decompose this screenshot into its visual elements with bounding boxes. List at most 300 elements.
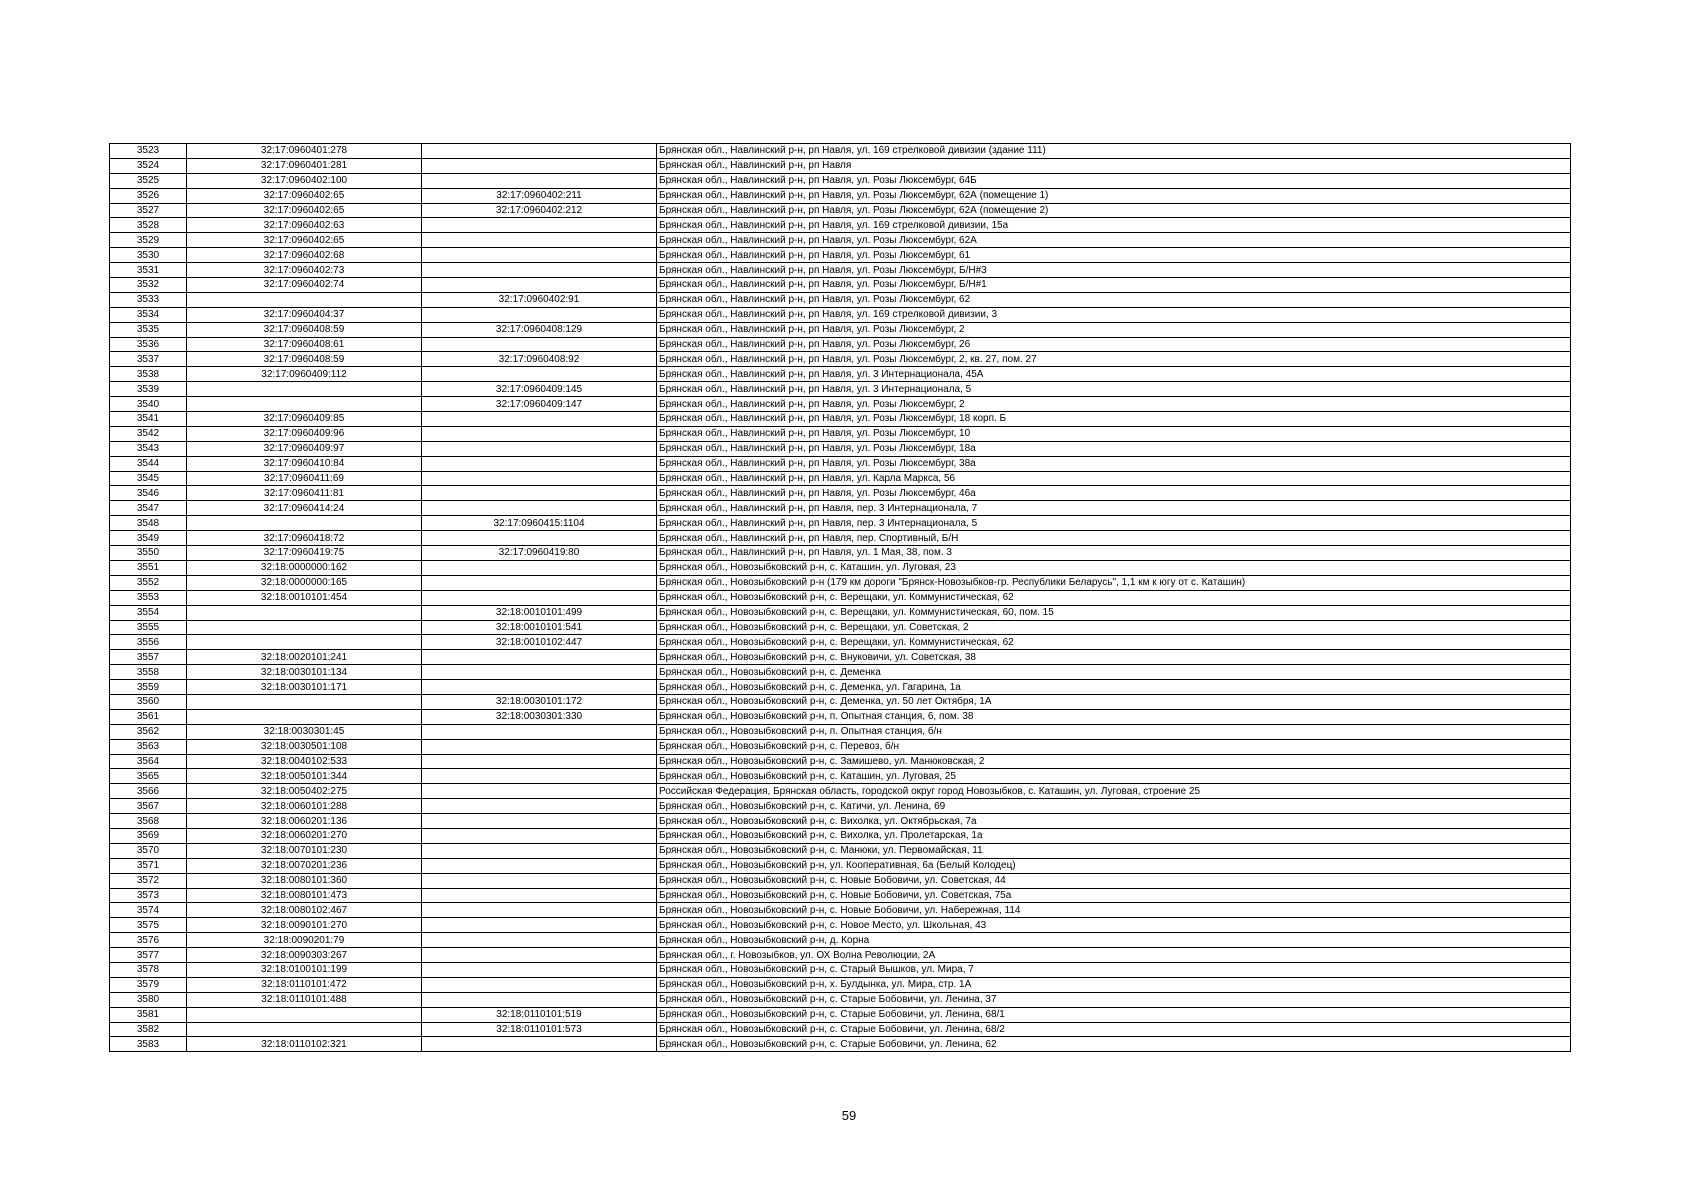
- address: Брянская обл., Новозыбковский р-н, с. Верещаки, ул. Коммунистическая, 60, пом. 15: [657, 605, 1571, 620]
- related-cadastral-number: [422, 412, 657, 427]
- related-cadastral-number: 32:18:0030101:172: [422, 694, 657, 709]
- table-row: [110, 1022, 1571, 1037]
- row-number: 3536: [110, 337, 187, 352]
- table-row: [110, 784, 1571, 799]
- cadastral-number: 32:17:0960409:85: [187, 412, 422, 427]
- related-cadastral-number: [422, 724, 657, 739]
- address: Брянская обл., Новозыбковский р-н, с. Манюки, ул. Первомайская, 11: [657, 843, 1571, 858]
- address: Брянская обл., Новозыбковский р-н, с. Старые Бобовичи, ул. Ленина, 68/1: [657, 1007, 1571, 1022]
- cadastral-number: 32:18:0080102:467: [187, 903, 422, 918]
- cadastral-number: 32:17:0960402:73: [187, 263, 422, 278]
- table-row: [110, 903, 1571, 918]
- cadastral-number: 32:18:0100101:199: [187, 962, 422, 977]
- related-cadastral-number: [422, 873, 657, 888]
- row-number: 3565: [110, 769, 187, 784]
- address: Брянская обл., Навлинский р-н, рп Навля, ул. Розы Люксембург, 46а: [657, 486, 1571, 501]
- related-cadastral-number: [422, 799, 657, 814]
- related-cadastral-number: [422, 814, 657, 829]
- cadastral-number: 32:18:0060101:288: [187, 799, 422, 814]
- row-number: 3528: [110, 218, 187, 233]
- row-number: 3553: [110, 590, 187, 605]
- row-number: 3558: [110, 665, 187, 680]
- address: Брянская обл., Новозыбковский р-н, с. Старый Вышков, ул. Мира, 7: [657, 962, 1571, 977]
- row-number: 3574: [110, 903, 187, 918]
- address: Брянская обл., Новозыбковский р-н, с. Новые Бобовичи, ул. Набережная, 114: [657, 903, 1571, 918]
- related-cadastral-number: 32:17:0960409:147: [422, 397, 657, 412]
- row-number: 3581: [110, 1007, 187, 1022]
- table-row: [110, 828, 1571, 843]
- related-cadastral-number: 32:17:0960402:211: [422, 188, 657, 203]
- address: Брянская обл., Новозыбковский р-н, с. Старые Бобовичи, ул. Ленина, 62: [657, 1037, 1571, 1052]
- table-row: [110, 843, 1571, 858]
- cadastral-number: [187, 605, 422, 620]
- table-row: [110, 962, 1571, 977]
- table-row: [110, 456, 1571, 471]
- address: Брянская обл., Навлинский р-н, рп Навля, ул. Розы Люксембург, Б/Н#3: [657, 263, 1571, 278]
- row-number: 3524: [110, 158, 187, 173]
- address: Брянская обл., Новозыбковский р-н, с. Деменка, ул. 50 лет Октября, 1А: [657, 694, 1571, 709]
- row-number: 3557: [110, 650, 187, 665]
- row-number: 3560: [110, 694, 187, 709]
- related-cadastral-number: [422, 278, 657, 293]
- address: Брянская обл., Новозыбковский р-н, с. Замишево, ул. Манюковская, 2: [657, 754, 1571, 769]
- table-row: [110, 709, 1571, 724]
- cadastral-number: 32:18:0000000:162: [187, 560, 422, 575]
- related-cadastral-number: 32:18:0110101:573: [422, 1022, 657, 1037]
- related-cadastral-number: 32:17:0960409:145: [422, 382, 657, 397]
- table-row: [110, 814, 1571, 829]
- address: Брянская обл., Новозыбковский р-н, п. Опытная станция, 6, пом. 38: [657, 709, 1571, 724]
- address: Российская Федерация, Брянская область, городской округ город Новозыбков, с. Каташин, ул. Луговая, строение 25: [657, 784, 1571, 799]
- table-row: [110, 948, 1571, 963]
- row-number: 3573: [110, 888, 187, 903]
- row-number: 3556: [110, 635, 187, 650]
- table-row: [110, 173, 1571, 188]
- address: Брянская обл., Навлинский р-н, рп Навля, ул. Розы Люксембург, Б/Н#1: [657, 278, 1571, 293]
- table-row: [110, 203, 1571, 218]
- row-number: 3542: [110, 426, 187, 441]
- related-cadastral-number: [422, 918, 657, 933]
- row-number: 3549: [110, 531, 187, 546]
- cadastral-number: [187, 516, 422, 531]
- related-cadastral-number: [422, 441, 657, 456]
- address: Брянская обл., Новозыбковский р-н, с. Верещаки, ул. Советская, 2: [657, 620, 1571, 635]
- address: Брянская обл., Навлинский р-н, рп Навля, пер. 3 Интернационала, 5: [657, 516, 1571, 531]
- related-cadastral-number: 32:17:0960415:1104: [422, 516, 657, 531]
- address: Брянская обл., Навлинский р-н, рп Навля, ул. 1 Мая, 38, пом. 3: [657, 546, 1571, 561]
- related-cadastral-number: [422, 948, 657, 963]
- address: Брянская обл., Новозыбковский р-н, х. Булдынка, ул. Мира, стр. 1А: [657, 977, 1571, 992]
- address: Брянская обл., Навлинский р-н, рп Навля, ул. 3 Интернационала, 5: [657, 382, 1571, 397]
- table-row: [110, 665, 1571, 680]
- table-row: [110, 397, 1571, 412]
- row-number: 3545: [110, 471, 187, 486]
- row-number: 3540: [110, 397, 187, 412]
- related-cadastral-number: [422, 1037, 657, 1052]
- row-number: 3534: [110, 307, 187, 322]
- cadastral-number: 32:17:0960409:96: [187, 426, 422, 441]
- row-number: 3583: [110, 1037, 187, 1052]
- table-row: [110, 1037, 1571, 1052]
- table-row: [110, 560, 1571, 575]
- cadastral-number: 32:18:0090101:270: [187, 918, 422, 933]
- related-cadastral-number: [422, 858, 657, 873]
- related-cadastral-number: [422, 992, 657, 1007]
- cadastral-number: [187, 397, 422, 412]
- table-row: [110, 412, 1571, 427]
- cadastral-number: 32:18:0050101:344: [187, 769, 422, 784]
- cadastral-number: 32:17:0960419:75: [187, 546, 422, 561]
- address: Брянская обл., Новозыбковский р-н, с. Перевоз, б/н: [657, 739, 1571, 754]
- cadastral-number: 32:17:0960402:65: [187, 203, 422, 218]
- row-number: 3572: [110, 873, 187, 888]
- row-number: 3537: [110, 352, 187, 367]
- related-cadastral-number: 32:17:0960419:80: [422, 546, 657, 561]
- property-register-table: [109, 143, 1571, 1052]
- row-number: 3525: [110, 173, 187, 188]
- cadastral-number: 32:18:0070201:236: [187, 858, 422, 873]
- table-row: [110, 278, 1571, 293]
- cadastral-number: [187, 694, 422, 709]
- row-number: 3569: [110, 828, 187, 843]
- address: Брянская обл., Навлинский р-н, рп Навля, ул. Розы Люксембург, 18 корп. Б: [657, 412, 1571, 427]
- address: Брянская обл., Навлинский р-н, рп Навля, пер. 3 Интернационала, 7: [657, 501, 1571, 516]
- related-cadastral-number: [422, 575, 657, 590]
- cadastral-number: 32:18:0030301:45: [187, 724, 422, 739]
- row-number: 3568: [110, 814, 187, 829]
- related-cadastral-number: [422, 754, 657, 769]
- cadastral-number: 32:17:0960410:84: [187, 456, 422, 471]
- related-cadastral-number: [422, 977, 657, 992]
- table-row: [110, 531, 1571, 546]
- table-row: [110, 367, 1571, 382]
- related-cadastral-number: [422, 233, 657, 248]
- row-number: 3580: [110, 992, 187, 1007]
- cadastral-number: 32:18:0080101:473: [187, 888, 422, 903]
- row-number: 3531: [110, 263, 187, 278]
- related-cadastral-number: [422, 337, 657, 352]
- row-number: 3563: [110, 739, 187, 754]
- cadastral-number: 32:18:0060201:136: [187, 814, 422, 829]
- address: Брянская обл., Навлинский р-н, рп Навля, ул. Розы Люксембург, 62: [657, 292, 1571, 307]
- cadastral-number: 32:17:0960414:24: [187, 501, 422, 516]
- address: Брянская обл., Навлинский р-н, рп Навля, ул. Карла Маркса, 56: [657, 471, 1571, 486]
- address: Брянская обл., г. Новозыбков, ул. ОХ Волна Революции, 2А: [657, 948, 1571, 963]
- table-row: [110, 546, 1571, 561]
- cadastral-number: [187, 620, 422, 635]
- table-row: [110, 605, 1571, 620]
- cadastral-number: [187, 382, 422, 397]
- cadastral-number: [187, 709, 422, 724]
- cadastral-number: 32:18:0060201:270: [187, 828, 422, 843]
- address: Брянская обл., Новозыбковский р-н, с. Старые Бобовичи, ул. Ленина, 68/2: [657, 1022, 1571, 1037]
- cadastral-number: 32:17:0960409:97: [187, 441, 422, 456]
- row-number: 3582: [110, 1022, 187, 1037]
- address: Брянская обл., Новозыбковский р-н, с. Вихолка, ул. Октябрьская, 7а: [657, 814, 1571, 829]
- related-cadastral-number: [422, 307, 657, 322]
- table-row: [110, 769, 1571, 784]
- row-number: 3576: [110, 933, 187, 948]
- cadastral-number: 32:17:0960409:112: [187, 367, 422, 382]
- address: Брянская обл., Новозыбковский р-н, с. Новое Место, ул. Школьная, 43: [657, 918, 1571, 933]
- cadastral-number: 32:18:0110101:488: [187, 992, 422, 1007]
- table-row: [110, 650, 1571, 665]
- related-cadastral-number: [422, 933, 657, 948]
- address: Брянская обл., Новозыбковский р-н, с. Верещаки, ул. Коммунистическая, 62: [657, 635, 1571, 650]
- related-cadastral-number: [422, 501, 657, 516]
- table-row: [110, 977, 1571, 992]
- table-row: [110, 858, 1571, 873]
- row-number: 3570: [110, 843, 187, 858]
- cadastral-number: 32:17:0960402:65: [187, 233, 422, 248]
- table-row: [110, 471, 1571, 486]
- address: Брянская обл., Навлинский р-н, рп Навля, ул. Розы Люксембург, 62А (помещение 2): [657, 203, 1571, 218]
- related-cadastral-number: [422, 903, 657, 918]
- row-number: 3541: [110, 412, 187, 427]
- address: Брянская обл., Навлинский р-н, рп Навля, ул. Розы Люксембург, 18а: [657, 441, 1571, 456]
- table-row: [110, 635, 1571, 650]
- table-row: [110, 918, 1571, 933]
- related-cadastral-number: [422, 680, 657, 695]
- address: Брянская обл., Новозыбковский р-н, д. Корна: [657, 933, 1571, 948]
- row-number: 3548: [110, 516, 187, 531]
- row-number: 3535: [110, 322, 187, 337]
- address: Брянская обл., Новозыбковский р-н, с. Деменка: [657, 665, 1571, 680]
- cadastral-number: 32:18:0040102:533: [187, 754, 422, 769]
- table-row: [110, 486, 1571, 501]
- table-row: [110, 188, 1571, 203]
- cadastral-number: 32:17:0960402:65: [187, 188, 422, 203]
- row-number: 3564: [110, 754, 187, 769]
- related-cadastral-number: 32:17:0960402:91: [422, 292, 657, 307]
- related-cadastral-number: [422, 739, 657, 754]
- related-cadastral-number: [422, 769, 657, 784]
- address: Брянская обл., Новозыбковский р-н, с. Новые Бобовичи, ул. Советская, 75а: [657, 888, 1571, 903]
- table-row: [110, 888, 1571, 903]
- related-cadastral-number: 32:17:0960408:129: [422, 322, 657, 337]
- related-cadastral-number: [422, 158, 657, 173]
- cadastral-number: 32:17:0960402:63: [187, 218, 422, 233]
- table-row: [110, 322, 1571, 337]
- table-row: [110, 680, 1571, 695]
- row-number: 3550: [110, 546, 187, 561]
- table-row: [110, 620, 1571, 635]
- row-number: 3571: [110, 858, 187, 873]
- related-cadastral-number: [422, 486, 657, 501]
- address: Брянская обл., Навлинский р-н, рп Навля, ул. Розы Люксембург, 2: [657, 397, 1571, 412]
- address: Брянская обл., Навлинский р-н, рп Навля, ул. Розы Люксембург, 10: [657, 426, 1571, 441]
- related-cadastral-number: 32:18:0010101:499: [422, 605, 657, 620]
- table-row: [110, 1007, 1571, 1022]
- cadastral-number: 32:18:0080101:360: [187, 873, 422, 888]
- address: Брянская обл., Новозыбковский р-н, с. Каташин, ул. Луговая, 25: [657, 769, 1571, 784]
- address: Брянская обл., Навлинский р-н, рп Навля, ул. Розы Люксембург, 64Б: [657, 173, 1571, 188]
- address: Брянская обл., Новозыбковский р-н, с. Старые Бобовичи, ул. Ленина, 37: [657, 992, 1571, 1007]
- related-cadastral-number: [422, 843, 657, 858]
- cadastral-number: 32:18:0030501:108: [187, 739, 422, 754]
- row-number: 3552: [110, 575, 187, 590]
- cadastral-number: 32:17:0960411:81: [187, 486, 422, 501]
- related-cadastral-number: [422, 665, 657, 680]
- related-cadastral-number: [422, 426, 657, 441]
- row-number: 3533: [110, 292, 187, 307]
- related-cadastral-number: [422, 263, 657, 278]
- address: Брянская обл., Новозыбковский р-н, ул. Кооперативная, 6а (Белый Колодец): [657, 858, 1571, 873]
- table-row: [110, 590, 1571, 605]
- table-row: [110, 501, 1571, 516]
- row-number: 3551: [110, 560, 187, 575]
- row-number: 3529: [110, 233, 187, 248]
- cadastral-number: 32:17:0960401:281: [187, 158, 422, 173]
- related-cadastral-number: [422, 173, 657, 188]
- row-number: 3523: [110, 144, 187, 159]
- related-cadastral-number: [422, 248, 657, 263]
- table-row: [110, 292, 1571, 307]
- cadastral-number: 32:17:0960408:61: [187, 337, 422, 352]
- cadastral-number: 32:18:0010101:454: [187, 590, 422, 605]
- address: Брянская обл., Навлинский р-н, рп Навля, ул. 3 Интернационала, 45А: [657, 367, 1571, 382]
- address: Брянская обл., Навлинский р-н, рп Навля, ул. Розы Люксембург, 2: [657, 322, 1571, 337]
- related-cadastral-number: [422, 367, 657, 382]
- address: Брянская обл., Навлинский р-н, рп Навля, ул. 169 стрелковой дивизии (здание 111): [657, 144, 1571, 159]
- address: Брянская обл., Новозыбковский р-н, с. Внуковичи, ул. Советская, 38: [657, 650, 1571, 665]
- table-row: [110, 873, 1571, 888]
- address: Брянская обл., Навлинский р-н, рп Навля, ул. 169 стрелковой дивизии, 3: [657, 307, 1571, 322]
- cadastral-number: 32:18:0110101:472: [187, 977, 422, 992]
- row-number: 3538: [110, 367, 187, 382]
- address: Брянская обл., Новозыбковский р-н, п. Опытная станция, б/н: [657, 724, 1571, 739]
- address: Брянская обл., Навлинский р-н, рп Навля, ул. Розы Люксембург, 26: [657, 337, 1571, 352]
- cadastral-number: 32:17:0960411:69: [187, 471, 422, 486]
- row-number: 3559: [110, 680, 187, 695]
- related-cadastral-number: 32:18:0030301:330: [422, 709, 657, 724]
- table-row: [110, 992, 1571, 1007]
- address: Брянская обл., Навлинский р-н, рп Навля, пер. Спортивный, Б/Н: [657, 531, 1571, 546]
- table-row: [110, 799, 1571, 814]
- table-row: [110, 307, 1571, 322]
- table-row: [110, 218, 1571, 233]
- table-row: [110, 426, 1571, 441]
- cadastral-number: [187, 1007, 422, 1022]
- cadastral-number: [187, 1022, 422, 1037]
- row-number: 3532: [110, 278, 187, 293]
- cadastral-number: [187, 635, 422, 650]
- table-row: [110, 739, 1571, 754]
- row-number: 3527: [110, 203, 187, 218]
- address: Брянская обл., Новозыбковский р-н, с. Деменка, ул. Гагарина, 1а: [657, 680, 1571, 695]
- cadastral-number: [187, 292, 422, 307]
- row-number: 3547: [110, 501, 187, 516]
- cadastral-number: 32:17:0960408:59: [187, 352, 422, 367]
- cadastral-number: 32:17:0960401:278: [187, 144, 422, 159]
- related-cadastral-number: [422, 962, 657, 977]
- cadastral-number: 32:18:0090201:79: [187, 933, 422, 948]
- table-row: [110, 441, 1571, 456]
- cadastral-number: 32:18:0090303:267: [187, 948, 422, 963]
- cadastral-number: 32:17:0960404:37: [187, 307, 422, 322]
- row-number: 3526: [110, 188, 187, 203]
- address: Брянская обл., Новозыбковский р-н, с. Новые Бобовичи, ул. Советская, 44: [657, 873, 1571, 888]
- table-row: [110, 352, 1571, 367]
- row-number: 3577: [110, 948, 187, 963]
- address: Брянская обл., Навлинский р-н, рп Навля: [657, 158, 1571, 173]
- address: Брянская обл., Навлинский р-н, рп Навля, ул. Розы Люксембург, 38а: [657, 456, 1571, 471]
- cadastral-number: 32:17:0960402:100: [187, 173, 422, 188]
- related-cadastral-number: 32:17:0960402:212: [422, 203, 657, 218]
- row-number: 3546: [110, 486, 187, 501]
- row-number: 3544: [110, 456, 187, 471]
- cadastral-number: 32:18:0000000:165: [187, 575, 422, 590]
- table-row: [110, 516, 1571, 531]
- row-number: 3575: [110, 918, 187, 933]
- address: Брянская обл., Навлинский р-н, рп Навля, ул. Розы Люксембург, 61: [657, 248, 1571, 263]
- related-cadastral-number: [422, 828, 657, 843]
- cadastral-number: 32:18:0050402:275: [187, 784, 422, 799]
- table-row: [110, 694, 1571, 709]
- related-cadastral-number: 32:18:0110101:519: [422, 1007, 657, 1022]
- cadastral-number: 32:17:0960402:74: [187, 278, 422, 293]
- table-row: [110, 158, 1571, 173]
- related-cadastral-number: [422, 784, 657, 799]
- related-cadastral-number: [422, 590, 657, 605]
- table-row: [110, 575, 1571, 590]
- table-row: [110, 754, 1571, 769]
- table-row: [110, 144, 1571, 159]
- row-number: 3567: [110, 799, 187, 814]
- table-row: [110, 263, 1571, 278]
- row-number: 3539: [110, 382, 187, 397]
- address: Брянская обл., Новозыбковский р-н, с. Каташин, ул. Луговая, 23: [657, 560, 1571, 575]
- related-cadastral-number: [422, 471, 657, 486]
- row-number: 3554: [110, 605, 187, 620]
- address: Брянская обл., Новозыбковский р-н, с. Катичи, ул. Ленина, 69: [657, 799, 1571, 814]
- cadastral-number: 32:18:0020101:241: [187, 650, 422, 665]
- table-row: [110, 933, 1571, 948]
- address: Брянская обл., Навлинский р-н, рп Навля, ул. 169 стрелковой дивизии, 15а: [657, 218, 1571, 233]
- cadastral-number: 32:18:0030101:134: [187, 665, 422, 680]
- cadastral-number: 32:17:0960402:68: [187, 248, 422, 263]
- table-row: [110, 724, 1571, 739]
- table-row: [110, 248, 1571, 263]
- row-number: 3578: [110, 962, 187, 977]
- related-cadastral-number: [422, 650, 657, 665]
- row-number: 3562: [110, 724, 187, 739]
- table-row: [110, 233, 1571, 248]
- related-cadastral-number: 32:18:0010102:447: [422, 635, 657, 650]
- cadastral-number: 32:17:0960418:72: [187, 531, 422, 546]
- address: Брянская обл., Навлинский р-н, рп Навля, ул. Розы Люксембург, 62А: [657, 233, 1571, 248]
- related-cadastral-number: [422, 218, 657, 233]
- address: Брянская обл., Навлинский р-н, рп Навля, ул. Розы Люксембург, 2, кв. 27, пом. 27: [657, 352, 1571, 367]
- cadastral-number: 32:17:0960408:59: [187, 322, 422, 337]
- cadastral-number: 32:18:0110102:321: [187, 1037, 422, 1052]
- related-cadastral-number: [422, 560, 657, 575]
- row-number: 3543: [110, 441, 187, 456]
- table-row: [110, 337, 1571, 352]
- table-body: [110, 144, 1571, 1052]
- row-number: 3566: [110, 784, 187, 799]
- related-cadastral-number: [422, 456, 657, 471]
- address: Брянская обл., Новозыбковский р-н (179 км дороги "Брянск-Новозыбков-гр. Республики Беларусь", 1,1 км к югу от с. Каташин): [657, 575, 1571, 590]
- related-cadastral-number: [422, 888, 657, 903]
- address: Брянская обл., Навлинский р-н, рп Навля, ул. Розы Люксембург, 62А (помещение 1): [657, 188, 1571, 203]
- address: Брянская обл., Новозыбковский р-н, с. Верещаки, ул. Коммунистическая, 62: [657, 590, 1571, 605]
- page-number: 59: [841, 1108, 857, 1123]
- row-number: 3561: [110, 709, 187, 724]
- cadastral-number: 32:18:0070101:230: [187, 843, 422, 858]
- address: Брянская обл., Новозыбковский р-н, с. Вихолка, ул. Пролетарская, 1а: [657, 828, 1571, 843]
- related-cadastral-number: [422, 531, 657, 546]
